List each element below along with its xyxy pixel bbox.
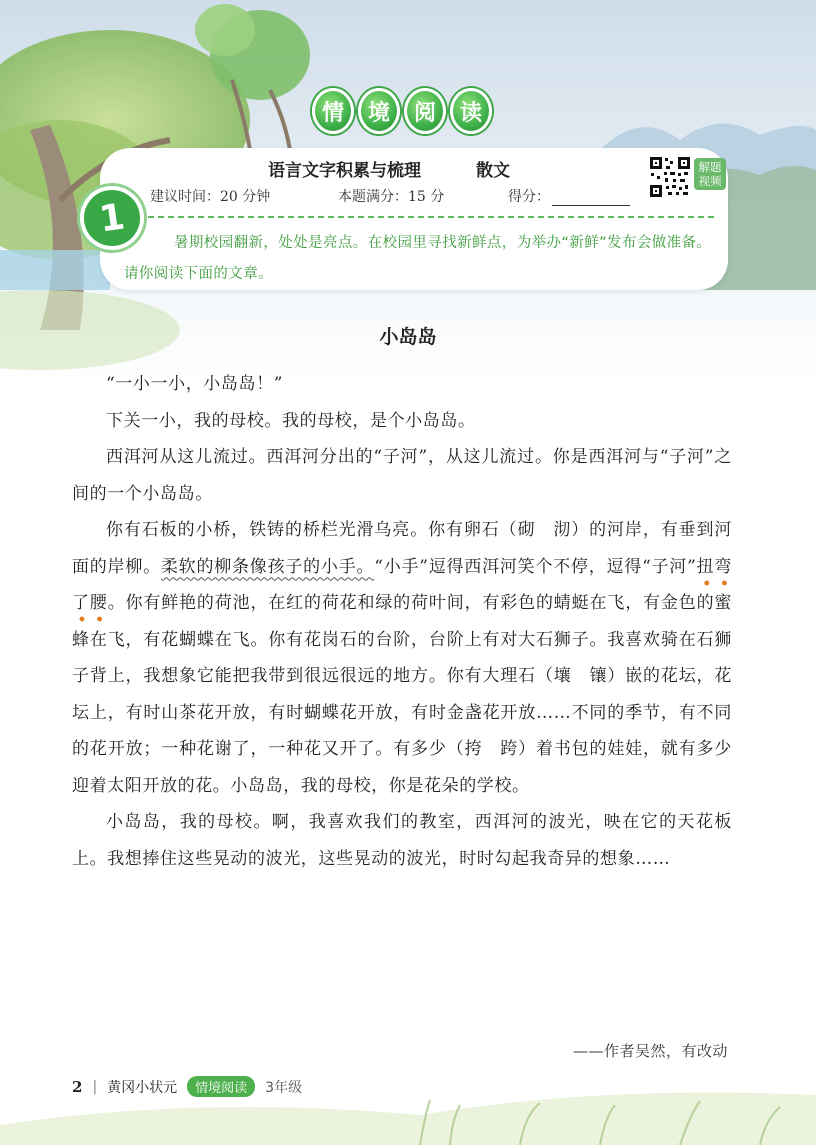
footer-separator: | bbox=[92, 1078, 98, 1095]
wavy-underlined-sentence: 柔软的柳条像孩子的小手。 bbox=[160, 556, 375, 577]
qr-code-icon[interactable] bbox=[648, 155, 692, 199]
paragraph: “一小一小，小岛岛！” bbox=[106, 374, 283, 394]
series-name: 黄冈小状元 bbox=[107, 1079, 178, 1096]
badge-char: 境 bbox=[358, 88, 400, 134]
suggested-time: 建议时间：20 分钟 bbox=[150, 189, 271, 205]
text-run: 你有石板的小桥，铁铸的桥栏光滑乌亮。你有卵石（砌 沏）的河岸，有垂到河面的岸柳。 bbox=[72, 520, 732, 577]
paragraph bbox=[72, 512, 732, 804]
paragraph: 下关一小，我的母校。我的母校，是个小岛岛。 bbox=[106, 410, 476, 431]
article-body bbox=[72, 366, 732, 877]
badge-char: 情 bbox=[312, 88, 354, 134]
text-run: 。你有鲜艳的荷池，在红的荷花和绿的荷叶间，有彩色的蜻蜓在飞，有金色的蜜蜂在飞，有花蝴蝶在飞。你有花岗石的台阶，台阶上有对大石狮子。我喜欢骑在石狮子背上，我想象它能把我带到很远很远的地方。你有大理石（壤 镶）嵌的花坛，花坛上，有时山茶花开放，有时蝴蝶花开放，有时金盏花开放……不同的季节，有不同的花开放；一种花谢了，一种花又开了。有多少（挎 跨）着书包的娃娃，就有多少迎着太阳开放的花。小岛岛，我的母校，你是花朵的学校。 bbox=[72, 593, 733, 796]
emphasis-text: 扭弯了腰 bbox=[72, 557, 732, 624]
section-title-badge bbox=[312, 84, 492, 138]
exercise-title: 语言文字积累与梳理 bbox=[268, 161, 421, 181]
author-attribution: ——作者吴然，有改动 bbox=[572, 1042, 728, 1060]
exercise-intro: 暑期校园翻新，处处是亮点。在校园里寻找新鲜点，为举办“新鲜”发布会做准备。请你阅读下面的文章。 bbox=[124, 235, 712, 282]
score-field bbox=[508, 186, 630, 206]
badge-char: 阅 bbox=[404, 88, 446, 134]
divider bbox=[148, 216, 714, 218]
text-run: “小手”逗得西洱河笑个不停，逗得“子河” bbox=[374, 556, 697, 577]
paragraph: 西洱河从这儿流过。西洱河分出的“子河”，从这儿流过。你是西洱河与“子河”之间的一个小岛岛。 bbox=[72, 447, 732, 504]
lesson-number-badge: 1 bbox=[76, 182, 148, 254]
article-title: 小岛岛 bbox=[379, 326, 437, 348]
section-pill: 情境阅读 bbox=[187, 1076, 255, 1097]
grade-label: 3年级 bbox=[265, 1079, 303, 1096]
badge-char: 读 bbox=[450, 88, 492, 134]
score-blank[interactable] bbox=[552, 205, 630, 206]
score-label: 得分： bbox=[508, 189, 550, 205]
page-number: 2 bbox=[72, 1077, 83, 1096]
page-footer bbox=[72, 1076, 302, 1097]
paragraph: 小岛岛，我的母校。啊，我喜欢我们的教室，西洱河的波光，映在它的天花板上。我想捧住这些晃动的波光，这些晃动的波光，时时勾起我奇异的想象…… bbox=[72, 812, 732, 869]
qr-video-label: 解题视频 bbox=[694, 158, 726, 190]
full-score: 本题满分：15 分 bbox=[338, 189, 445, 205]
exercise-genre: 散文 bbox=[476, 161, 510, 181]
